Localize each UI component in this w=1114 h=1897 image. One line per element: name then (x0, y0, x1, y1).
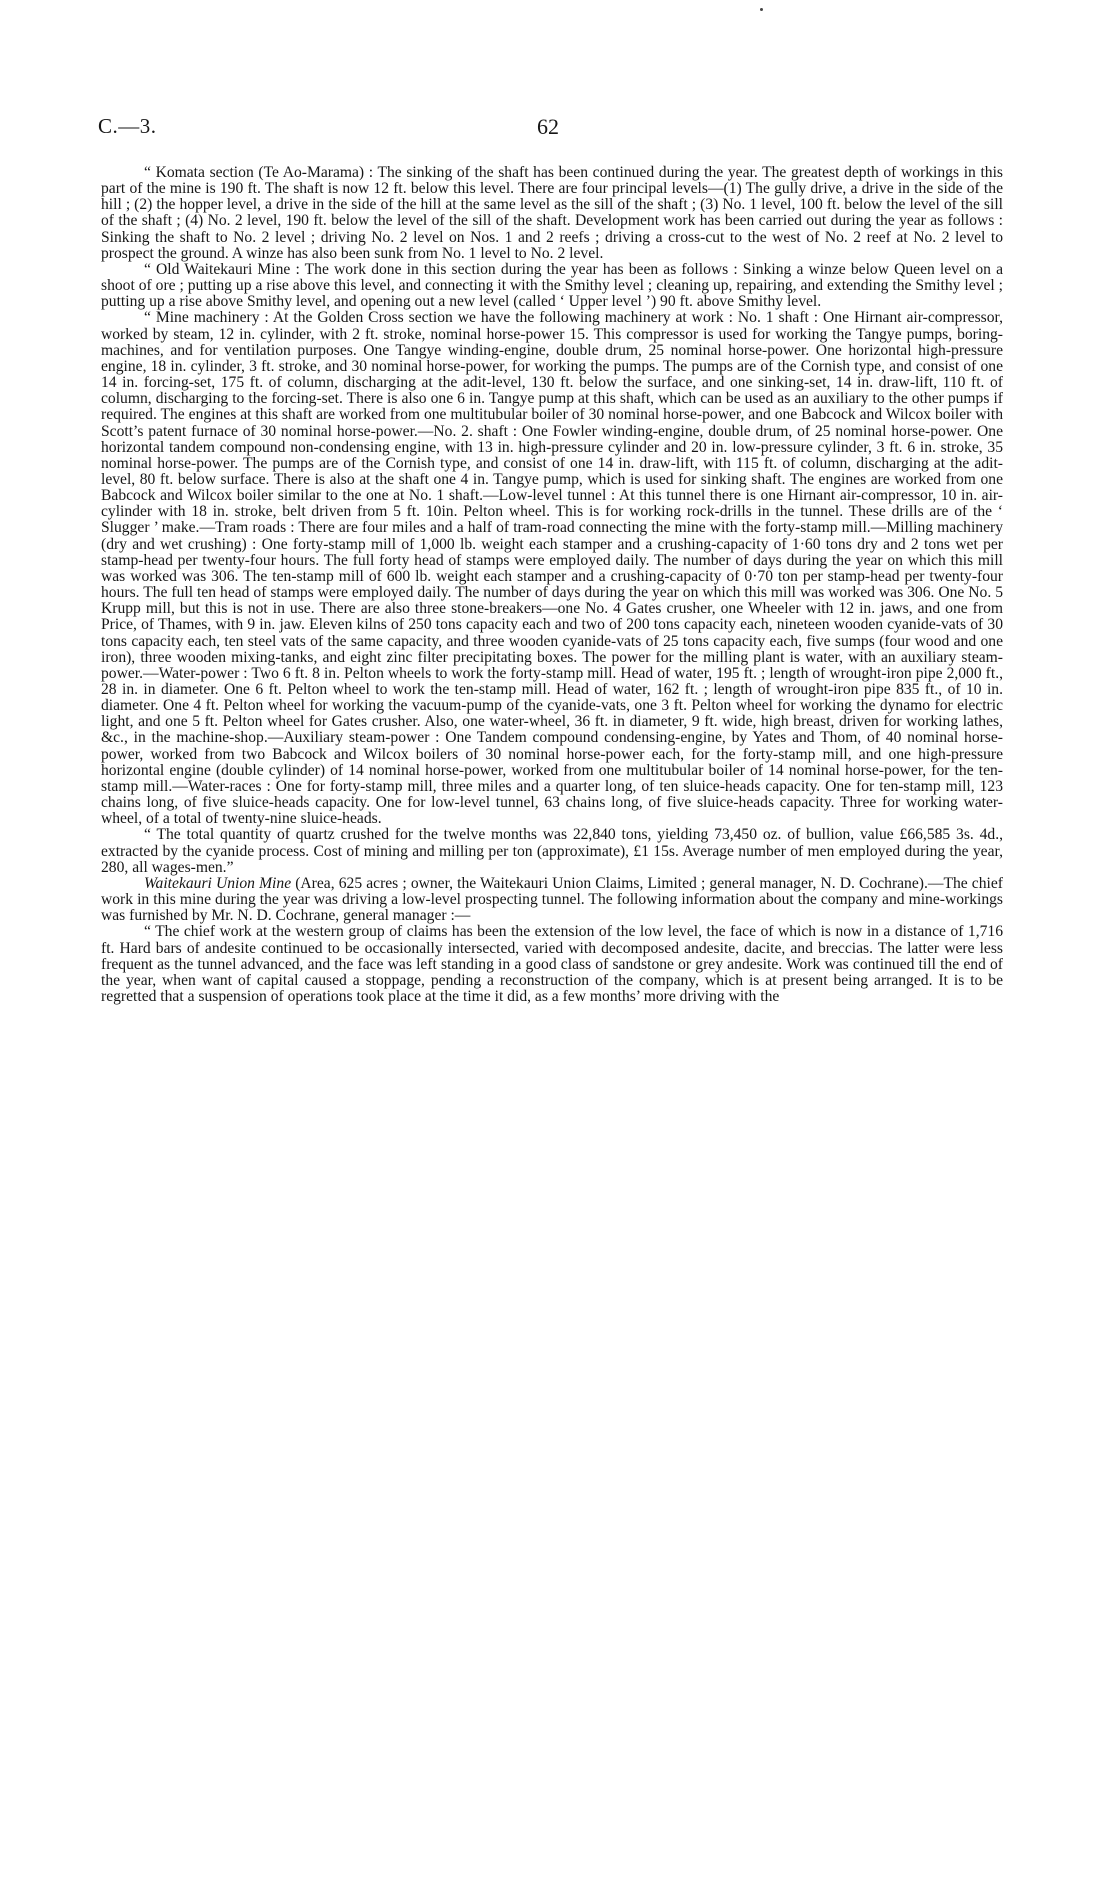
page-number: 62 (537, 114, 559, 139)
mine-name: Waitekauri Union Mine (144, 874, 292, 892)
scan-speck (760, 8, 763, 11)
mine-description: (Area, 625 acres ; owner, the Waitekauri Union Claims, Limited ; general manager, N. D. Cochrane).—The chief work in this mine during the year was driving a low-level prospecting tunnel. The following information about the company and mine-workings was furnished by Mr. N. D. Cochrane, general manager :— (101, 874, 1003, 925)
paragraph-komata-section: “ Komata section (Te Ao-Marama) : The sinking of the shaft has been continued during the year. The greatest depth of workings in this part of the mine is 190 ft. The shaft is now 12 ft. below this level. There are four principal levels—(1) The gully drive, a drive in the side of the hill ; (2) the hopper level, a drive in the side of the hill at the same level as the sill of the shaft ; (3) No. 1 level, 100 ft. below the level of the sill of the shaft ; (4) No. 2 level, 190 ft. below the level of the sill of the shaft. Development work has been carried out during the year as follows : Sinking the shaft to No. 2 level ; driving No. 2 level on Nos. 1 and 2 reefs ; driving a cross-cut to the west of No. 2 reef at No. 2 level to prospect the ground. A winze has also been sunk from No. 1 level to No. 2 level. (101, 164, 1003, 262)
document-reference: C.—3. (98, 114, 157, 138)
paragraph-western-group: “ The chief work at the western group of claims has been the extension of the low level, the face of which is now in a distance of 1,716 ft. Hard bars of andesite continued to be occasionally intersected, varied with decomposed andesite, dacite, and breccias. The latter were less frequent as the tunnel advanced, and the face was left standing in a good class of sandstone or grey andesite. Work was continued till the end of the year, when want of capital caused a stoppage, pending a reconstruction of the company, which is at present being arranged. It is to be regretted that a suspension of operations took place at the time it did, as a few months’ more driving with the (101, 923, 1003, 1005)
paragraph-old-waitekauri-mine: “ Old Waitekauri Mine : The work done in this section during the year has been as follows : Sinking a winze below Queen level on a shoot of ore ; putting up a rise above this level, and connecting it with the Smithy level ; cleaning up, repairing, and extending the Smithy level ; putting up a rise above Smithy level, and opening out a new level (called ‘ Upper level ’) 90 ft. above Smithy level. (101, 260, 1003, 311)
paragraph-waitekauri-union-mine (101, 876, 1003, 924)
page-header (0, 114, 1114, 144)
paragraph-mine-machinery: “ Mine machinery : At the Golden Cross section we have the following machinery at work : No. 1 shaft : One Hirnant air-compressor, worked by steam, 12 in. cylinder, with 2 ft. stroke, nominal horse-power 15. This compressor is used for working the Tangye pumps, boring-machines, and for ventilation purposes. One Tangye winding-engine, double drum, 25 nominal horse-power. One horizontal high-pressure engine, 18 in. cylinder, 3 ft. stroke, and 30 nominal horse-power, for working the pumps. The pumps are of the Cornish type, and consist of one 14 in. forcing-set, 175 ft. of column, discharging at the adit-level, 130 ft. below the surface, and one sinking-set, 14 in. draw-lift, 110 ft. of column, discharging to the forcing-set. There is also one 6 in. Tangye pump at this shaft, which can be used as an auxiliary to the other pumps if required. The engines at this shaft are worked from one multitubular boiler of 30 nominal horse-power, and one Babcock and Wilcox boiler with Scott’s patent furnace of 30 nominal horse-power.—No. 2. shaft : One Fowler winding-engine, double drum, of 25 nominal horse-power. One horizontal tandem compound non-condensing engine, with 13 in. high-pressure cylinder and 20 in. low-pressure cylinder, 3 ft. 6 in. stroke, 35 nominal horse-power. The pumps are of the Cornish type, and consist of one 14 in. draw-lift, with 115 ft. of column, discharging at the adit-level, 80 ft. below surface. There is also at the shaft one 4 in. Tangye pump, which is used for sinking shaft. The engines are worked from one Babcock and Wilcox boiler similar to the one at No. 1 shaft.—Low-level tunnel : At this tunnel there is one Hirnant air-compressor, 10 in. air-cylinder with 18 in. stroke, belt driven from 5 ft. 10in. Pelton wheel. This is for working rock-drills in the tunnel. These drills are of the ‘ Slugger ’ make.—Tram roads : There are four miles and a half of tram-road connecting the mine with the forty-stamp mill.—Milling machinery (dry and wet crushing) : One forty-stamp mill of 1,000 lb. weight each stamper and a crushing-capacity of 1·60 tons dry and 2 tons wet per stamp-head per twenty-four hours. The full forty head of stamps were employed daily. The number of days during the year on which this mill was worked was 306. The ten-stamp mill of 600 lb. weight each stamper and a crushing-capacity of 0·70 ton per stamp-head per twenty-four hours. The full ten head of stamps were employed daily. The number of days during the year on which this mill was worked was 306. One No. 5 Krupp mill, but this is not in use. There are also three stone-breakers—one No. 4 Gates crusher, one Wheeler with 12 in. jaws, and one from Price, of Thames, with 9 in. jaw. Eleven kilns of 250 tons capacity each and two of 200 tons capacity each, nineteen wooden cyanide-vats of 30 tons capacity each, ten steel vats of the same capacity, and three wooden cyanide-vats of 25 tons capacity each, five sumps (four wood and one iron), three wooden mixing-tanks, and eight zinc filter precipitating boxes. The power for the milling plant is water, with an auxiliary steam-power.—Water-power : Two 6 ft. 8 in. Pelton wheels to work the forty-stamp mill. Head of water, 195 ft. ; length of wrought-iron pipe 2,000 ft., 28 in. in diameter. One 6 ft. Pelton wheel to work the ten-stamp mill. Head of water, 162 ft. ; length of wrought-iron pipe 835 ft., of 10 in. diameter. One 4 ft. Pelton wheel for working the vacuum-pump of the cyanide-vats, one 3 ft. Pelton wheel for working the dynamo for electric light, and one 5 ft. Pelton wheel for Gates crusher. Also, one water-wheel, 36 ft. in diameter, 9 ft. wide, high breast, driven for working lathes, &c., in the machine-shop.—Auxiliary steam-power : One Tandem compound condensing-engine, by Yates and Thom, of 40 nominal horse-power, worked from two Babcock and Wilcox boilers of 30 nominal horse-power each, for the forty-stamp mill, and one high-pressure horizontal engine (double cylinder) of 14 nominal horse-power, worked from one multitubular boiler of 14 nominal horse-power, for the ten-stamp mill.—Water-races : One for forty-stamp mill, three miles and a quarter long, of ten sluice-heads capacity. One for ten-stamp mill, 123 chains long, of five sluice-heads capacity. One for low-level tunnel, 63 chains long, of five sluice-heads capacity. Three for working water-wheel, of a total of twenty-nine sluice-heads. (101, 309, 1003, 828)
body-text (101, 165, 1003, 1005)
paragraph-total-quantity: “ The total quantity of quartz crushed for the twelve months was 22,840 tons, yielding 73,450 oz. of bullion, value £66,585 3s. 4d., extracted by the cyanide process. Cost of mining and milling per ton (approximate), £1 15s. Average number of men employed during the year, 280, all wages-men.” (101, 826, 1003, 876)
